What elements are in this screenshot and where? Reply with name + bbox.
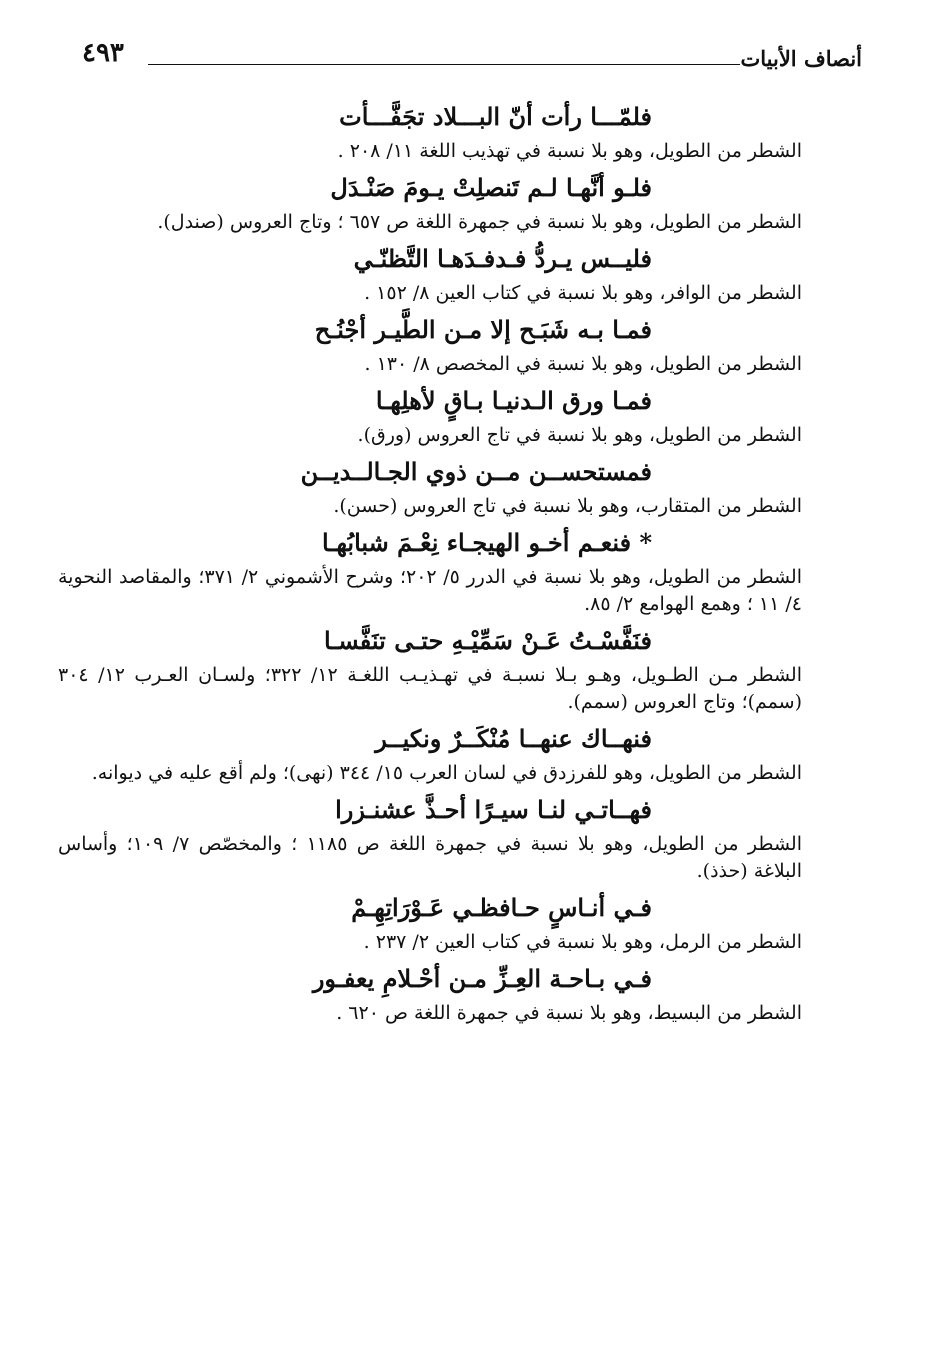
source-note: الشطر من الرمل، وهو بلا نسبة في كتاب العين ٢/ ٢٣٧ . [363,931,802,953]
entry [58,795,802,885]
source-note: الشطر مـن الطـويل، وهـو بـلا نسبـة في تهـذيـب اللغـة ١٢/ ٣٢٢؛ ولسـان العـرب ١٢/ ٣٠٤ (سمم)؛ وتاج العروس (سمم). [58,664,802,713]
verse: فـي أنـاسٍ حـافظـي عَـوْرَاتِهِـمْ [351,893,652,922]
source-note: الشطر من الطويل، وهو بلا نسبة في الدرر ٥/ ٢٠٢؛ وشرح الأشموني ٢/ ٣٧١؛ والمقاصد النحوية ٤/ ١١ ؛ وهمع الهوامع ٢/ ٨٥. [58,566,802,615]
entry [72,102,802,165]
entry [72,315,802,378]
entry [72,724,802,787]
entry [72,244,802,307]
source-note: الشطر من الطويل، وهو للفرزدق في لسان العرب ١٥/ ٣٤٤ (نهى)؛ ولم أقع عليه في ديوانه. [91,762,802,784]
entry [72,386,802,449]
verse: فلمّـــا رأت أنّ البـــلاد تجَفَّـــأت [339,102,652,131]
verse: فنهــاك عنهــا مُنْكَــرٌ ونكيــر [375,724,652,753]
verse: فلـو أنَّهـا لـم تَنصلِتْ يـومَ صَنْـدَل [330,173,652,202]
verse: فمستحســن مــن ذوي الجـالــديــن [300,457,652,486]
verse: * فنعـم أخـو الهيجـاء نِعْـمَ شبابُهـا [322,528,652,557]
verse: فمـا بـه شَبَـح إلا مـن الطَّيـر أجْنُـح [314,315,652,344]
entry [72,457,802,520]
page-content [58,94,802,1031]
entry [58,528,802,618]
verse: فمـا ورق الـدنيـا بـاقٍ لأهلِهـا [375,386,652,415]
verse: فهــاتـي لنـا سيـرًا أحـذَّ عشنـزرا [335,795,652,824]
verse: فـي بـاحـة العِـزِّ مـن أحْـلامِ يعفـور [312,964,652,993]
page-number: ٤٩٣ [82,38,124,68]
source-note: الشطر من الطويل، وهو بلا نسبة في تاج العروس (ورق). [357,424,802,446]
entry [72,964,802,1027]
source-note: الشطر من البسيط، وهو بلا نسبة في جمهرة اللغة ص ٦٢٠ . [336,1002,802,1024]
source-note: الشطر من الوافر، وهو بلا نسبة في كتاب العين ٨/ ١٥٢ . [364,282,802,304]
page-header [82,38,862,74]
source-note: الشطر من المتقارب، وهو بلا نسبة في تاج العروس (حسن). [333,495,802,517]
running-title: أنصاف الأبيات [740,46,862,71]
verse: فليــس يـردُّ فـدفـدَهـا التَّظنّـي [353,244,652,273]
header-rule [148,64,740,65]
source-note: الشطر من الطويل، وهو بلا نسبة في المخصص ٨/ ١٣٠ . [364,353,802,375]
entry [72,173,802,236]
verse: فنَفَّسْـتُ عَـنْ سَمِّيْـهِ حتـى تنَفَّسـا [324,626,652,655]
source-note: الشطر من الطويل، وهو بلا نسبة في جمهرة اللغة ص ١١٨٥ ؛ والمخصّص ٧/ ١٠٩؛ وأساس البلاغة (حذذ). [58,833,802,882]
entry [58,626,802,716]
entry [72,893,802,956]
source-note: الشطر من الطويل، وهو بلا نسبة في تهذيب اللغة ١١/ ٢٠٨ . [337,140,802,162]
source-note: الشطر من الطويل، وهو بلا نسبة في جمهرة اللغة ص ٦٥٧ ؛ وتاج العروس (صندل). [157,211,802,233]
